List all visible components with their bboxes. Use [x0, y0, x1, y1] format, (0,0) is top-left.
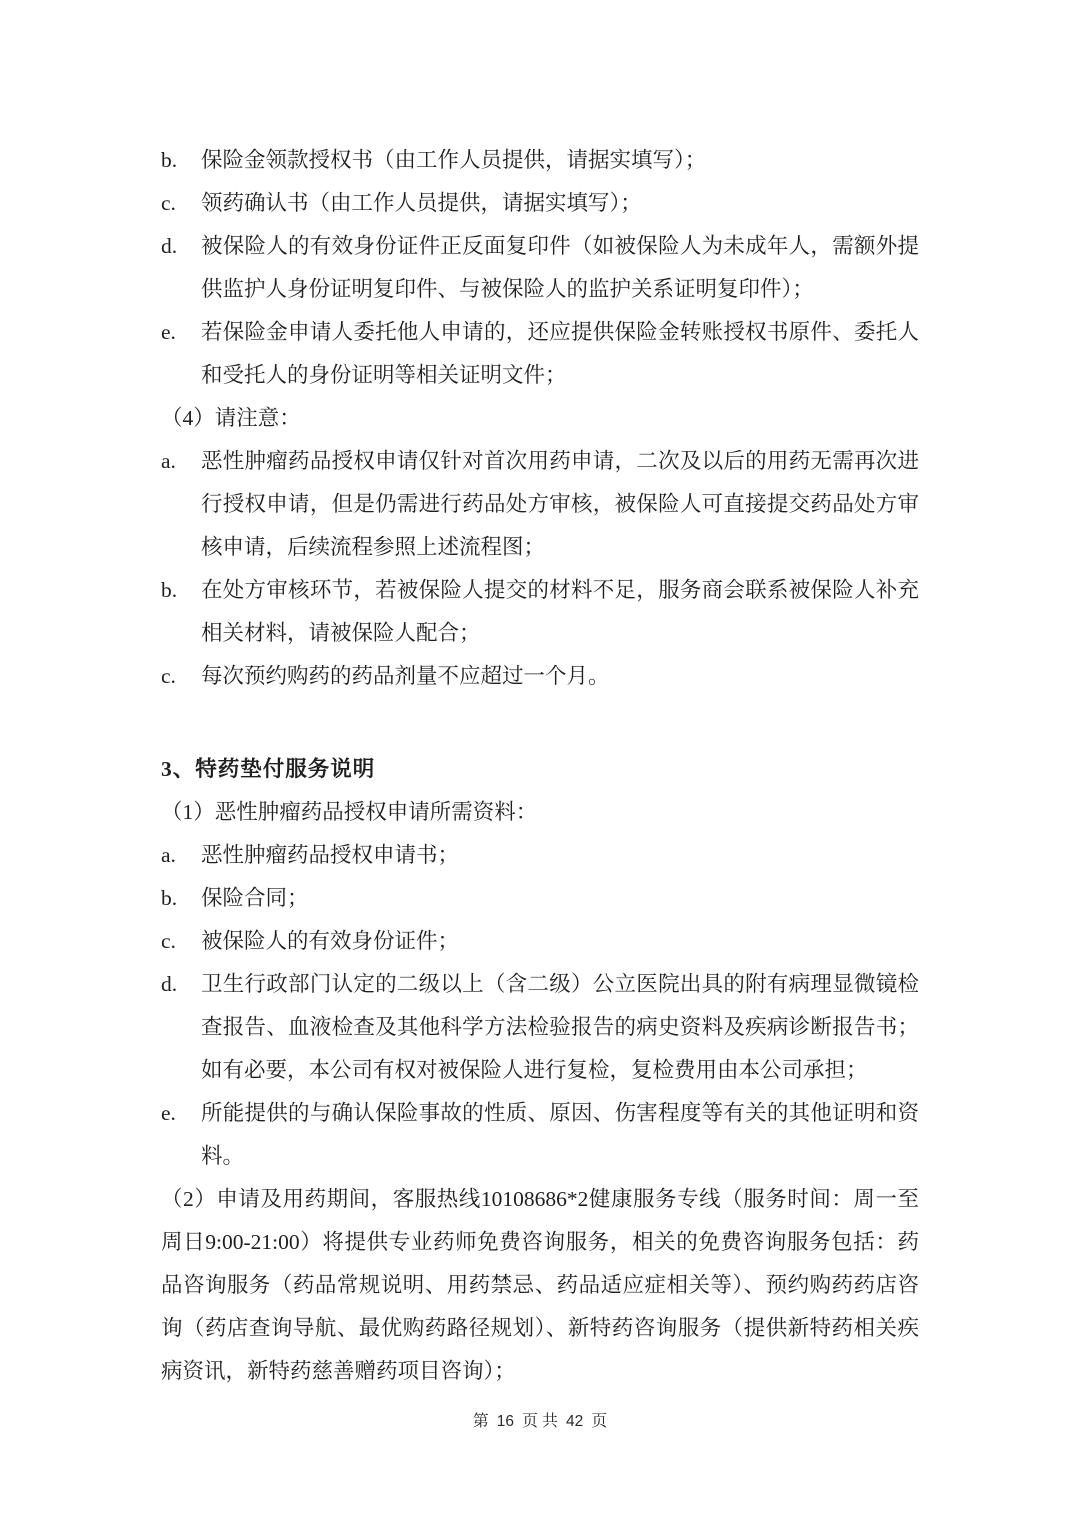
list-item: [161, 225, 919, 311]
section-heading: 3、特药垫付服务说明: [161, 757, 376, 781]
list-item-text: 保险金领款授权书（由工作人员提供，请据实填写）；: [201, 148, 707, 172]
list-item-text: 若保险金申请人委托他人申请的，还应提供保险金转账授权书原件、委托人和受托人的身份证明等相关证明文件；: [201, 320, 919, 387]
page-footer: [0, 1408, 1080, 1431]
list-item: [161, 182, 919, 225]
paragraph: （2）申请及用药期间，客服热线10108686*2健康服务专线（服务时间：周一至周日9:00-21:00）将提供专业药师免费咨询服务，相关的免费咨询服务包括：药品咨询服务（药品常规说明、用药禁忌、药品适应症相关等）、预约购药药店咨询（药店查询导航、最优购药路径规划）、新特药咨询服务（提供新特药相关疾病资讯，新特药慈善赠药项目咨询）；: [161, 1187, 919, 1383]
footer-infix: 页 共: [521, 1413, 558, 1430]
list-item-text: 在处方审核环节，若被保险人提交的材料不足，服务商会联系被保险人补充相关材料，请被保险人配合；: [201, 578, 919, 645]
list-item: [161, 311, 919, 397]
note-line: （4）请注意：: [161, 406, 301, 430]
list-item-text: 保险合同；: [201, 886, 309, 910]
list-marker: d.: [161, 972, 178, 996]
list-item-text: 卫生行政部门认定的二级以上（含二级）公立医院出具的附有病理显微镜检查报告、血液检查及其他科学方法检验报告的病史资料及疾病诊断报告书；如有必要，本公司有权对被保险人进行复检，复检费用由本公司承担；: [201, 972, 919, 1082]
list-item: [161, 569, 919, 655]
document-body: [161, 139, 919, 1393]
list-marker: c.: [161, 929, 176, 953]
list-item-text: 恶性肿瘤药品授权申请书；: [201, 843, 460, 867]
list-item: [161, 440, 919, 569]
footer-prefix: 第: [472, 1413, 489, 1430]
list-marker: b.: [161, 578, 178, 602]
list-item-text: 每次预约购药的药品剂量不应超过一个月。: [201, 664, 610, 688]
list-marker: b.: [161, 148, 178, 172]
list-item: [161, 834, 919, 877]
list-item: [161, 655, 919, 698]
page-number-total: 42: [566, 1413, 584, 1430]
list-marker: a.: [161, 843, 176, 867]
list-item-text: 恶性肿瘤药品授权申请仅针对首次用药申请，二次及以后的用药无需再次进行授权申请，但是仍需进行药品处方审核，被保险人可直接提交药品处方审核申请，后续流程参照上述流程图；: [201, 449, 919, 559]
list-marker: c.: [161, 191, 176, 215]
footer-suffix: 页: [591, 1413, 608, 1430]
list-item: [161, 1092, 919, 1178]
list-marker: e.: [161, 320, 176, 344]
list-item: [161, 877, 919, 920]
list-marker: c.: [161, 664, 176, 688]
list-item-text: 被保险人的有效身份证件；: [201, 929, 460, 953]
list-marker: a.: [161, 449, 176, 473]
list-item: [161, 139, 919, 182]
list-item-text: 领药确认书（由工作人员提供，请据实填写）；: [201, 191, 642, 215]
note-line: （1）恶性肿瘤药品授权申请所需资料：: [161, 800, 538, 824]
page-number-current: 16: [496, 1413, 514, 1430]
list-marker: d.: [161, 234, 178, 258]
list-item-text: 被保险人的有效身份证件正反面复印件（如被保险人为未成年人，需额外提供监护人身份证明复印件、与被保险人的监护关系证明复印件）；: [201, 234, 919, 301]
list-item-text: 所能提供的与确认保险事故的性质、原因、伤害程度等有关的其他证明和资料。: [201, 1101, 919, 1168]
list-item: [161, 920, 919, 963]
list-item: [161, 963, 919, 1092]
list-marker: e.: [161, 1101, 176, 1125]
list-marker: b.: [161, 886, 178, 910]
